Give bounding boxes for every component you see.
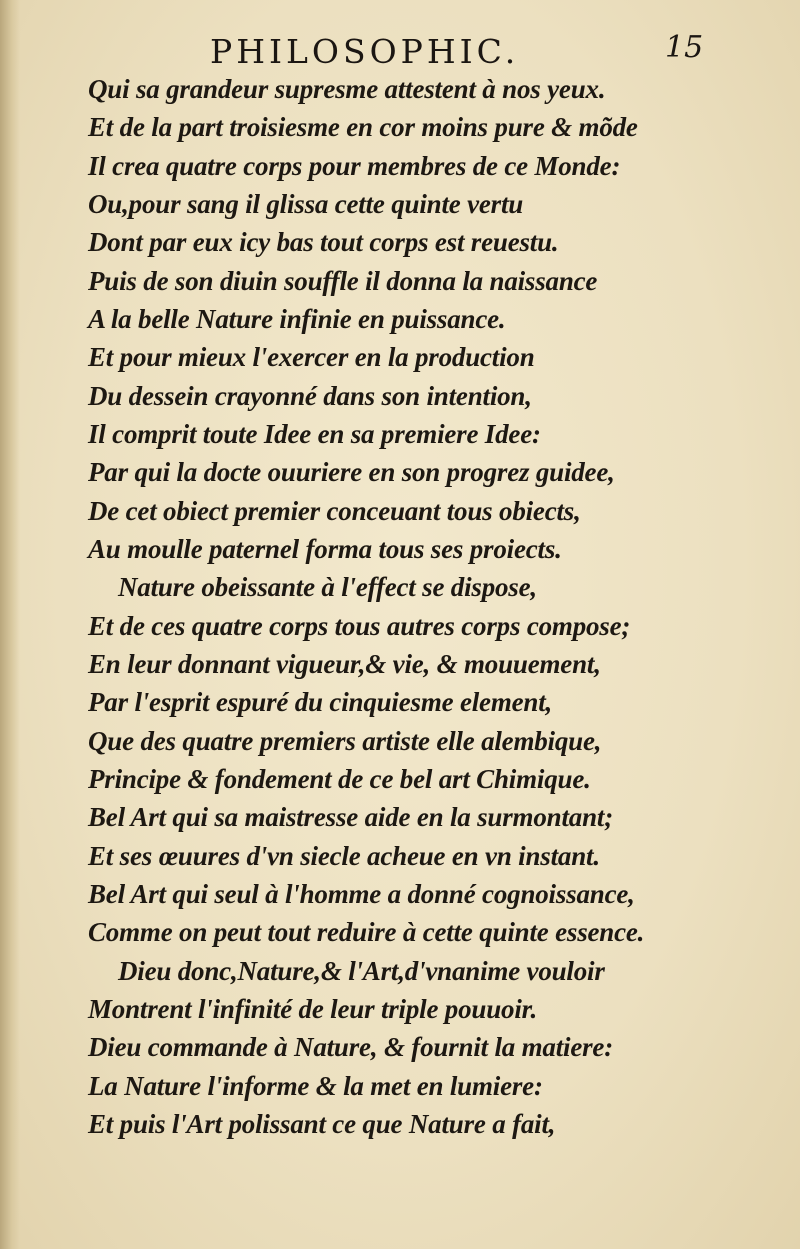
verse-line: La Nature l'informe & la met en lumiere: bbox=[88, 1071, 543, 1101]
verse-line: Et ses œuures d'vn siecle acheue en vn instant. bbox=[88, 841, 600, 871]
verse-line: Puis de son diuin souffle il donna la naissance bbox=[88, 266, 598, 296]
verse-line: Et de la part troisiesme en cor moins pure & mõde bbox=[88, 112, 638, 142]
verse-line: De cet obiect premier conceuant tous obiects, bbox=[88, 496, 581, 526]
verse-line: Comme on peut tout reduire à cette quinte essence. bbox=[88, 917, 645, 947]
page-number: 15 bbox=[665, 30, 704, 65]
verse-line: Que des quatre premiers artiste elle alembique, bbox=[88, 726, 602, 756]
verse-line: Dieu commande à Nature, & fournit la matiere: bbox=[88, 1032, 614, 1062]
verse-line: Au moulle paternel forma tous ses proiects. bbox=[88, 534, 562, 564]
page-gutter bbox=[0, 0, 20, 1249]
verse-line: Par qui la docte ouuriere en son progrez guidee, bbox=[88, 457, 615, 487]
verse-line: Bel Art qui seul à l'homme a donné cognoissance, bbox=[88, 879, 635, 909]
verse-line: Et de ces quatre corps tous autres corps compose; bbox=[88, 611, 631, 641]
verse-line: Du dessein crayonné dans son intention, bbox=[88, 381, 532, 411]
page-header bbox=[0, 28, 800, 78]
running-head: PHILOSOPHIC. bbox=[210, 32, 520, 71]
verse-line: Et pour mieux l'exercer en la production bbox=[88, 342, 535, 372]
verse-line: Nature obeissante à l'effect se dispose, bbox=[118, 572, 537, 602]
verse-line: Dont par eux icy bas tout corps est reuestu. bbox=[88, 227, 559, 257]
verse-line: Par l'esprit espuré du cinquiesme element, bbox=[88, 687, 553, 717]
verse-line: A la belle Nature infinie en puissance. bbox=[88, 304, 506, 334]
verse-line: Qui sa grandeur supresme attestent à nos yeux. bbox=[88, 74, 606, 104]
verse-line: Il comprit toute Idee en sa premiere Idee: bbox=[88, 419, 541, 449]
verse-line: Principe & fondement de ce bel art Chimique. bbox=[88, 764, 591, 794]
verse-line: Bel Art qui sa maistresse aide en la surmontant; bbox=[88, 802, 613, 832]
verse-line: En leur donnant vigueur,& vie, & mouuement, bbox=[88, 649, 601, 679]
verse-line: Il crea quatre corps pour membres de ce Monde: bbox=[88, 151, 621, 181]
verse-line: Dieu donc,Nature,& l'Art,d'vnanime vouloir bbox=[118, 956, 605, 986]
verse-line: Ou,pour sang il glissa cette quinte vertu bbox=[88, 189, 524, 219]
verse-line: Et puis l'Art polissant ce que Nature a fait, bbox=[88, 1109, 556, 1139]
verse-line: Montrent l'infinité de leur triple pouuoir. bbox=[88, 994, 537, 1024]
